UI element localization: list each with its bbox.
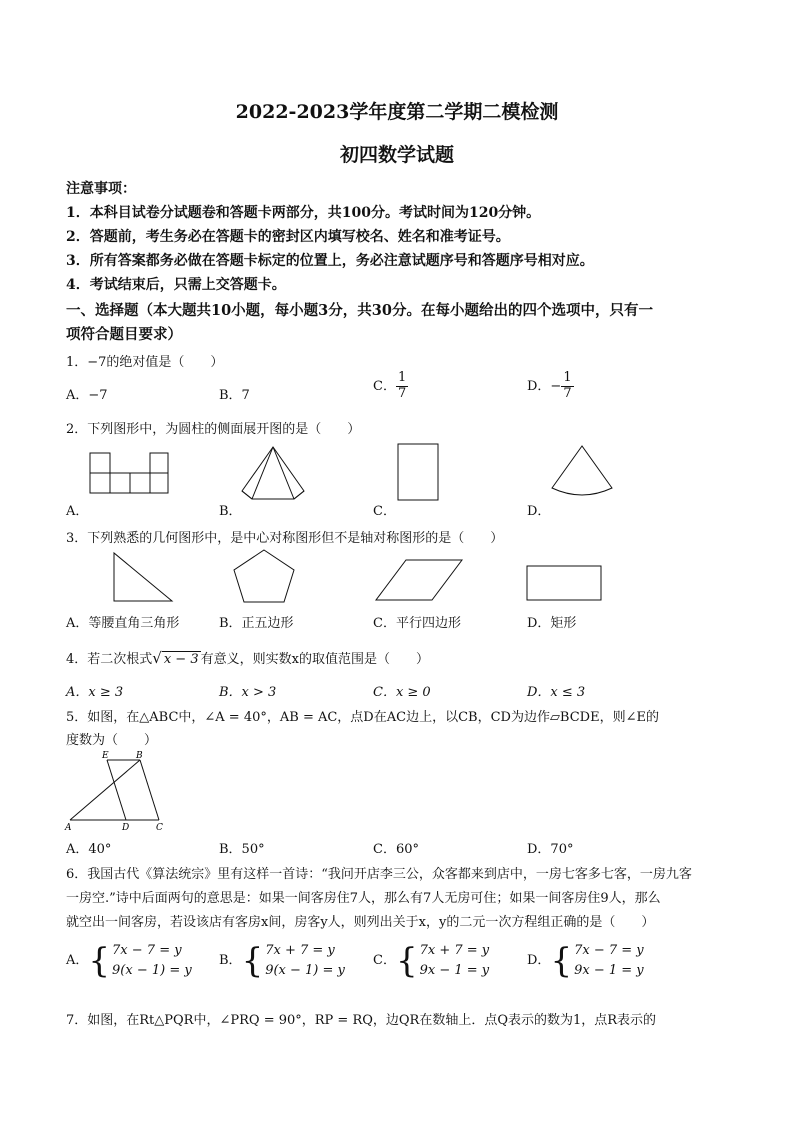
q1-fraction-d: $\frac{1}{7}$: [563, 370, 572, 401]
q5-option-d: D．70°: [527, 842, 574, 857]
q3-parallelogram-figure: [374, 558, 464, 602]
sqrt-symbol: √: [152, 649, 162, 667]
q1-option-d: D．− $\frac{1}{7}$: [527, 370, 572, 401]
q6-option-a: A．{ 7x − 7 = y 9(x − 1) = y: [66, 940, 192, 981]
q6-line1: 6．我国古代《算法统宗》里有这样一首诗：“我问开店李三公，众客都来到店中，一房七客多七客，一房九客: [66, 867, 692, 882]
q3-pentagon-figure: [232, 548, 296, 604]
q5-label-c: C: [156, 823, 163, 833]
q5-option-c: C．60°: [373, 842, 419, 857]
q4-option-c: C．x ≥ 0: [373, 685, 431, 700]
q2-pyramid-figure: [240, 445, 306, 501]
section-heading-line2: 项符合题目要求）: [66, 326, 182, 343]
exam-subtitle: 初四数学试题: [339, 144, 454, 166]
q7-line1: 7．如图，在Rt△PQR中，∠PRQ = 90°，RP = RQ，边QR在数轴上．点Q表示的数为1，点R表示的: [66, 1013, 657, 1028]
q2-option-a: A．: [66, 504, 89, 519]
q2-rectangle-figure: [397, 443, 439, 501]
brace-icon: {: [241, 940, 264, 981]
q1-option-a: A．−7: [66, 388, 108, 403]
q5-option-b: B．50°: [219, 842, 265, 857]
q5-line2: 度数为（ ）: [66, 733, 158, 748]
q3-option-d: D．矩形: [527, 616, 577, 631]
note-item-1: 1．本科目试卷分试题卷和答题卡两部分，共100分。考试时间为120分钟。: [66, 205, 541, 221]
q4-option-a: A．x ≥ 3: [66, 685, 124, 700]
q3-option-a: A．等腰直角三角形: [66, 616, 180, 631]
brace-icon: {: [550, 940, 573, 981]
q2-sector-figure: [548, 444, 616, 500]
q2-option-b: B．: [219, 504, 242, 519]
q3-right-triangle-figure: [110, 551, 174, 603]
q5-label-e: E: [102, 751, 109, 761]
brace-icon: {: [88, 940, 111, 981]
q1-option-b: B．7: [219, 388, 250, 403]
q2-stem: 2．下列图形中，为圆柱的侧面展开图的是（ ）: [66, 422, 361, 437]
brace-icon: {: [395, 940, 418, 981]
q5-parallelogram-triangle-figure: [64, 750, 174, 832]
q4-option-b: B．x > 3: [219, 685, 277, 700]
q1-fraction-c: $\frac{1}{7}$: [397, 370, 407, 401]
q6-line2: 一房空.”诗中后面两句的意思是：如果一间客房住7人，那么有7人无房可住；如果一间客房住9人，那么: [66, 891, 661, 906]
q2-option-c: C．: [373, 504, 396, 519]
q4-option-d: D．x ≤ 3: [527, 685, 586, 700]
q1-stem: 1．−7的绝对值是（ ）: [66, 355, 224, 370]
q5-label-a: A: [65, 823, 72, 833]
q6-option-b: B．{ 7x + 7 = y 9(x − 1) = y: [219, 940, 345, 981]
q5-option-a: A．40°: [66, 842, 112, 857]
q5-label-b: B: [136, 751, 143, 761]
q6-option-c: C．{ 7x + 7 = y 9x − 1 = y: [373, 940, 490, 981]
q2-cube-net-figure: [88, 452, 170, 496]
q3-rectangle-figure: [526, 565, 602, 601]
q2-option-d: D．: [527, 504, 551, 519]
q1-option-c: C． $\frac{1}{7}$: [373, 370, 407, 401]
note-item-2: 2．答题前，考生务必在答题卡的密封区内填写校名、姓名和准考证号。: [66, 229, 510, 245]
q5-line1: 5．如图，在△ABC中，∠A = 40°，AB = AC，点D在AC边上，以CB，CD为边作▱BCDE，则∠E的: [66, 710, 659, 725]
q3-option-b: B．正五边形: [219, 616, 294, 631]
q4-radicand: x − 3: [163, 652, 199, 667]
q6-line3: 就空出一间客房，若设该店有客房x间，房客y人，则列出关于x，y的二元一次方程组正确的是（ ）: [66, 915, 655, 930]
q4-stem: 4．若二次根式√ x − 3 有意义，则实数x的取值范围是（ ）: [66, 649, 429, 667]
q3-stem: 3．下列熟悉的几何图形中，是中心对称图形但不是轴对称图形的是（ ）: [66, 531, 504, 546]
note-item-3: 3．所有答案都务必做在答题卡标定的位置上，务必注意试题序号和答题序号相对应。: [66, 253, 594, 269]
q6-option-d: D．{ 7x − 7 = y 9x − 1 = y: [527, 940, 644, 981]
notes-heading: 注意事项：: [66, 181, 136, 197]
section-heading-line1: 一、选择题（本大题共10小题，每小题3分，共30分。在每小题给出的四个选项中，只有一: [66, 302, 653, 319]
note-item-4: 4．考试结束后，只需上交答题卡。: [66, 277, 286, 293]
q5-label-d: D: [122, 823, 130, 833]
exam-title: 2022-2023学年度第二学期二模检测: [235, 101, 559, 123]
q3-option-c: C．平行四边形: [373, 616, 461, 631]
